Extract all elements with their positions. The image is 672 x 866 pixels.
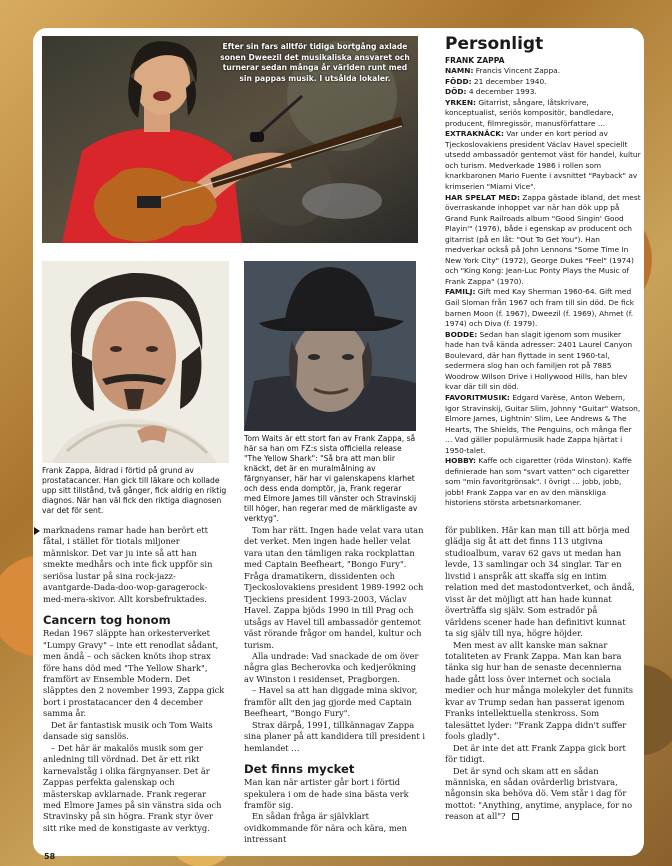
paragraph: Strax därpå, 1991, tillkännagav Zappa sina planer på att kandidera till president i hemlandet … (244, 719, 426, 753)
paragraph: – Det här är makalös musik som ger anledning till vördnad. Det är ett rikt karnevalståg i olika färgnyanser. Det är Zappas perfekta galenskap och mästerskap avklarnade. Frank regerar med Elmore James på sin vänstra sida och Stravinsky på sin högra. Frank styr över sitt rike med de konstigaste av verktyg. (43, 742, 222, 833)
paragraph: Alla undrade: Vad snackade de om över några glas Becherovka och kedjerökning av Winston i residenset, Pragborgen. (244, 650, 419, 684)
fact-played-with: HAR SPELAT MED: Zappa gästade ibland, det mest överraskande inhoppet var när han dök upp på Grand Funk Railroads album "Good Singin' Good Playin'" (1976), både i egenskap av producent och gitarrist (på en låt: "Out To Get You"). Han medverkar också på John Lennons "Some Time In New York City" (1972), George Dukes "Feel" (1974) och "King Kong: Jean-Luc Ponty Plays the Music of Frank Zappa" (1970). (445, 192, 641, 286)
paragraph: Man kan när artister går bort i förtid spekulera i om de hade sina bästa verk framför sig. (244, 777, 409, 810)
article-panel (33, 28, 644, 856)
page-number: 58 (44, 852, 56, 861)
fact-occupations: YRKEN: Gitarrist, sångare, låtskrivare, konceptualist, seriös kompositör, bandledare, producent, filmregissör, manusförfattare … (445, 97, 614, 128)
paragraph: marknadens ramar hade han berört ett fåtal, i stället för tiotals miljoner människor. Det var ju inte så att han smekte medhårs och inte fick uppför sin seriösa lustar på sina rock-jazz-avantgarde-Dada-doo-wop-garagerock-med-mera-skivor. Allt korsbefruktades. (43, 525, 225, 605)
body-column-2 (244, 525, 426, 846)
paragraph: Det är fantastisk musik och Tom Waits dansade sig sanslös. (43, 719, 213, 742)
fact-name: NAMN: Francis Vincent Zappa. (445, 66, 561, 75)
frank-zappa-portrait (42, 261, 229, 463)
paragraph: Men mest av allt kanske man saknar totaliteten av Frank Zappa. Man kan bara tänka sig hur han de senaste decennierna hade gått loss över internet och sociala medier och hur många molekyler det funnits kvar av Trump sedan han passerat igenom Franks intellektuella stenkross. Som talesättet lyder: "Frank Zappa didn't suffer fools gladly". (445, 639, 634, 742)
paragraph: Det är inte det att Frank Zappa gick bort för tidigt. (445, 742, 626, 765)
dweezil-caption: Efter sin fars alltför tidiga bortgång axlade sonen Dweezil det musikaliska ansvaret och turnerar sedan många år världen runt med sin pappas musik. I utsålda lokaler. (220, 42, 410, 83)
tom-waits-portrait (244, 261, 416, 431)
body-column-1 (43, 525, 225, 834)
continuation-arrow-icon (34, 527, 40, 535)
paragraph: Det är synd och skam att en sådan människa, en sådan ovärderlig bristvara, någonsin ska behöva dö. Vem står i dag för mottot: "Anything, anytime, anyplace, for no reason at all"? (445, 765, 633, 822)
paragraph: – Havel sa att han diggade mina skivor, framför allt den jag gjorde med Captain Beefheart, "Bongo Fury". (244, 685, 418, 719)
frank-caption: Frank Zappa, åldrad i förtid på grund av prostatacancer. Han gick till läkare och kollade upp sitt tillstånd, två gånger, fick aldrig en riktig diagnos. När han väl fick den riktiga diagnosen var det för sent. (42, 466, 227, 515)
subheading-cancer: Cancern tog honom (43, 613, 171, 628)
sidebar-subtitle: FRANK ZAPPA (445, 56, 505, 65)
sidebar-title: Personligt (445, 34, 544, 54)
fact-born: FÖDD: 21 december 1940. (445, 76, 547, 86)
paragraph: för publiken. Här kan man till att börja med glädja sig åt att det finns 113 utgivna studioalbum, varav 62 gavs ut medan han levde, 13 samlingar och 34 singlar. Tar en livstid i anspråk att skaffa sig en intim relation med det mastodontverket, och ändå, visst är det möjligt att han hade kunnat överträffa sig själv. Som estradör på världens scener hade han definitivt kunnat ta sig själv till nya, högre höjder. (445, 525, 635, 639)
fact-lived: BODDE: Sedan han slagit igenom som musiker hade han två kända adresser: 2401 Laurel Canyon Boulevard, där han flyttade in sent 1960-tal, sedermera slog han och familjen rot på 7885 Woodrow Wilson Drive i Hollywood Hills, han blev kvar där till sin död. (445, 329, 633, 392)
subheading-much-more: Det finns mycket (244, 762, 355, 777)
end-of-article-icon (512, 813, 519, 820)
fact-favorite-music: FAVORITMUSIK: Edgard Varèse, Anton Webern, Igor Stravinskij, Guitar Slim, Johnny "Guitar" Watson, Elmore James, Lightnin' Slim, Lee Andrews & The Hearts, The Shields, The Penguins, och många fler … Vad gäller populärmusik hade Zappa hjärtat i 1950-talet. (445, 392, 641, 455)
paragraph: Tom har rätt. Ingen hade velat vara utan det verket. Men ingen hade heller velat vara utan den tämligen raka rockplattan med Captain Beefheart, "Bongo Fury". Fråga dramatikern, dissidenten och Tjeckoslovakiens president 1989-1992 och Tjeckiens president 1993-2003, Václav Havel. Zappa bjöds 1990 in till Prag och utsågs av Havel till ambassadör gentemot väst rörande frågor om handel, kultur och turism. (244, 525, 424, 650)
fact-side-jobs: EXTRAKNÄCK: Var under en kort period av Tjeckoslovakiens president Václav Havel speciellt utsedd ambassadör gentemot väst för handel, kultur och turism. Medverkade 1986 i rollen som knarkbaronen Mario Fuente i avsnittet "Payback" av krimserien "Miami Vice". (445, 129, 641, 192)
paragraph: Redan 1967 släppte han orkesterverket "Lumpy Gravy" – inte ett renodlat sådant, men ändå – och säcken knöts ihop strax före hans död med "The Yellow Shark", framfört av Ensemble Modern. Det släpptes den 2 november 1993, Zappa gick bort i prostatacancer den 4 december samma år. (43, 628, 225, 719)
fact-hobby: HOBBY: Kaffe och cigaretter (röda Winston). Kaffe definierade han som "svart vatten" och cigaretter som "min favoritgrönsak". I övrigt … jobb, jobb, jobb! Frank Zappa var en av den mänskliga historiens största arbetsnarkomaner. (445, 456, 632, 508)
fact-family: FAMILJ: Gift med Kay Sherman 1960-64. Gift med Gail Sloman från 1967 och fram till sin död. De fick barnen Moon (f. 1967), Dweezil (f. 1969), Ahmet (f. 1974) och Diva (f. 1979). (445, 287, 634, 329)
tom-waits-caption: Tom Waits är ett stort fan av Frank Zappa, så här sa han om FZ:s sista officiella release "The Yellow Shark": "Så bra att man blir knäckt, det är en muralmålning av färgnyanser, här har vi galenskapens klarhet och dess enda domptör, ja, Frank regerar med Elmore James till vänster och Stravinskij till höger, han regerar med de märkligaste av verktyg". (244, 434, 418, 523)
personal-facts-sidebar (445, 35, 641, 509)
body-column-3 (445, 525, 635, 823)
paragraph: En sådan fråga är självklart ovidkommande för nära och kära, men intressant (244, 811, 407, 845)
fact-died: DÖD: 4 december 1993. (445, 87, 537, 97)
